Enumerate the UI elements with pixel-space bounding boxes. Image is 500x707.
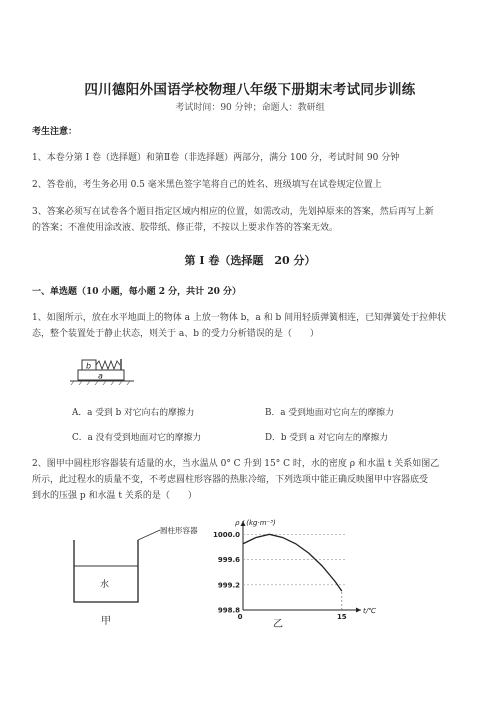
x-tick-label: 15	[336, 613, 347, 621]
question-1-text: 1、如图所示，放在水平地面上的物体 a 上放一物体 b，a 和 b 间用轻质弹簧相连，已知弹簧处于拉伸状	[32, 313, 447, 323]
label-a: a	[98, 371, 103, 381]
notice-item: 2、答卷前，考生务必用 0.5 毫米黑色签字笔将自己的姓名、班级填写在试卷规定位置上	[32, 180, 382, 190]
notice-item: 3、答案必须写在试卷各个题目指定区域内相应的位置，如需改动，先划掉原来的答案，然后再写上新	[32, 207, 434, 217]
caption-yi: 乙	[273, 619, 283, 630]
question-group-heading: 一、单选题（10 小题，每小题 2 分，共计 20 分）	[32, 287, 241, 297]
section-title: 第 I 卷（选择题 20 分）	[184, 254, 316, 267]
figure-container	[60, 520, 210, 630]
x-axis-arrow	[356, 608, 361, 613]
density-curve	[243, 534, 342, 591]
label-b: b	[86, 361, 92, 371]
notice-item: 的答案；不准使用涂改液、胶带纸、修正带，不按以上要求作答的答案无效。	[32, 223, 339, 233]
y-tick-label: 1000.0	[212, 530, 240, 539]
y-tick-label: 999.2	[217, 581, 240, 590]
page-title: 四川德阳外国语学校物理八年级下册期末考试同步训练	[84, 82, 416, 98]
ground-hatch	[71, 381, 130, 385]
y-axis-label: ρ / (kg·m⁻³)	[235, 519, 276, 527]
leader-line	[138, 530, 160, 540]
question-2-text: 到水的压强 p 和水温 t 关系的是（ ）	[32, 491, 197, 501]
question-1-text: 态，整个装置处于静止状态，则关于 a、b 的受力分析错误的是（ ）	[32, 329, 319, 339]
caption-jia: 甲	[101, 616, 111, 627]
water-label: 水	[100, 580, 110, 590]
spring	[96, 361, 120, 369]
option-d[interactable]: D．b 受到 a 对它向左的摩擦力	[265, 433, 389, 443]
density-chart	[205, 515, 376, 630]
option-c[interactable]: C．a 没有受到地面对它的摩擦力	[72, 433, 202, 443]
exam-info: 考试时间：90 分钟；命题人：教研组	[175, 103, 325, 113]
question-2-text: 所示，此过程水的质量不变，不考虑圆柱形容器的热胀冷缩，下列选项中能正确反映图甲中容器底受	[32, 475, 429, 485]
x-axis-label: t/℃	[363, 607, 376, 615]
question-1-figure	[68, 350, 138, 386]
question-2-text: 2、图甲中圆柱形容器装有适量的水，当水温从 0° C 升到 15° C 时，水的密度 ρ 和水温 t 关系如图乙	[32, 459, 440, 469]
container-outline	[74, 540, 138, 602]
option-b[interactable]: B．a 受到地面对它向左的摩擦力	[265, 408, 394, 418]
notice-item: 1、本卷分第 I 卷（选择题）和第Ⅱ卷（非选择题）两部分，满分 100 分，考试时间 90 分钟	[32, 153, 400, 163]
container-label: 圆柱形容器	[160, 526, 198, 535]
y-tick-label: 999.6	[217, 556, 240, 565]
option-a[interactable]: A．a 受到 b 对它向右的摩擦力	[72, 408, 195, 418]
y-tick-label: 998.8	[217, 606, 240, 615]
notice-heading: 考生注意：	[32, 127, 78, 137]
x-tick-label: 0	[237, 613, 243, 621]
